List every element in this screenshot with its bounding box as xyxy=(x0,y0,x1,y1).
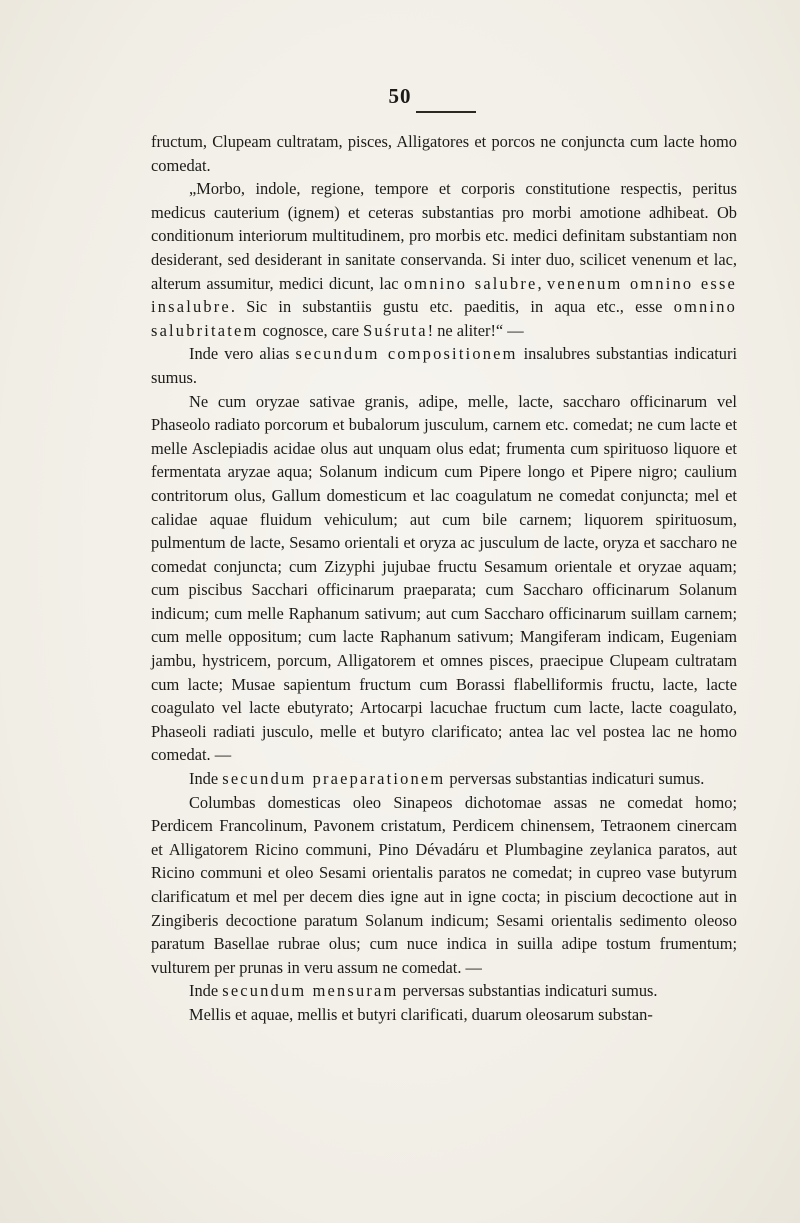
spaced-emphasis: secundum mensuram xyxy=(222,981,399,1001)
page-number: 50 xyxy=(388,84,412,108)
paragraph xyxy=(151,767,737,791)
text-run: insalubres substantias indicaturi sumus. xyxy=(151,344,737,387)
paragraph xyxy=(151,979,737,1003)
paragraph xyxy=(151,342,737,389)
text-run: Inde xyxy=(189,769,223,789)
paragraph xyxy=(151,177,737,342)
text-run: Columbas domesticas oleo Sinapeos dichotomae assas ne comedat homo; Perdicem Francolinum, Pavonem cristatum, Perdicem chinensem, Tetraonem cinercam et Alligatorem Ricino communi, Pino Dévadáru et Plumbagine zeylanica paratos, aut Ricino communi et oleo Sesami orientalis paratos ne comedat; in cupreo vase butyrum clarificatum et mel per decem dies igne aut in igne cocta; in piscium decoctione aut in Zingiberis decoctione paratum Solanum indicum; Sesami orientalis sedimento oleoso paratum Basellae rubrae olus; cum nuce indica in suilla adipe tostum frumentum; vulturem per prunas in veru assum ne comedat. — xyxy=(151,792,737,977)
paragraph xyxy=(151,390,737,768)
text-run: perversas substantias indicaturi sumus. xyxy=(445,769,705,789)
text-run: Inde vero alias xyxy=(189,344,296,364)
paragraph xyxy=(151,1003,737,1027)
body-text xyxy=(151,130,737,1027)
paragraph xyxy=(151,130,737,177)
spaced-emphasis: secundum compositionem xyxy=(295,344,518,364)
spaced-emphasis: omnino salubritatem xyxy=(151,297,737,340)
text-run: cognosce, care xyxy=(258,320,364,340)
spaced-emphasis: secundum praeparationem xyxy=(222,769,446,789)
text-run: , xyxy=(537,273,547,293)
text-run: fructum, Clupeam cultratam, pisces, Alligatores et porcos ne conjuncta cum lacte homo comedat. xyxy=(151,132,737,175)
text-run: Inde xyxy=(189,981,223,1001)
text-run: perversas substantias indicaturi sumus. xyxy=(398,981,658,1001)
text-run: „Morbo, indole, regione, tempore et corporis constitutione respectis, peritus medicus cauterium (ignem) et ceteras substantias pro morbi amotione adhibeat. Ob conditionum interiorum multitudinem, pro morbis etc. medici definitam substantiam non desiderant, sed desiderant in sanitate conservanda. Si inter duo, scilicet venenum et lac, alterum assumitur, medici dicunt, lac xyxy=(151,179,737,293)
header-rule xyxy=(416,111,476,113)
spaced-emphasis: Suśruta xyxy=(363,320,428,340)
paragraph xyxy=(151,791,737,980)
text-run: Mellis et aquae, mellis et butyri clarificati, duarum oleosarum substan- xyxy=(189,1004,653,1024)
text-run: Ne cum oryzae sativae granis, adipe, melle, lacte, saccharo officinarum vel Phaseolo radiato porcorum et bubalorum jusculum, carnem etc. comedat; ne cum lacte et melle Asclepiadis acidae olus aut unquam olus edat; frumenta cum spirituoso liquore et fermentata aryzae aqua; Solanum indicum cum Pipere longo et Pipere nigro; caulium contritorum olus, Gallum domesticum et lac coagulatum ne comedat conjuncta; mel et calidae aquae fluidum vehiculum; aut cum bile carnem; liquorem spirituosum, pulmentum de lacte, Sesamo orientali et oryza ac jusculum de lacte, oryza et saccharo ne comedat conjuncta; cum Zizyphi jujubae fructu Sesamum orientale et oryzae aquam; cum piscibus Sacchari officinarum praeparata; cum Saccharo officinarum Solanum indicum; cum melle Raphanum sativum; aut cum Saccharo officinarum suillam carnem; cum melle oppositum; cum lacte Raphanum sativum; Mangiferam indicam, Eugeniam jambu, hystricem, porcum, Alligatorem et omnes pisces, praecipue Clupeam cultratam cum lacte; Musae sapientum fructum cum Borassi flabelliformis fructu, lacte, lacte coagulato vel lacte ebutyrato; Artocarpi lacuchae fructum cum lacte, lacte coagulato, Phaseoli radiati jusculo, melle et butyro clarificato; antea lac vel postea lac ne homo comedat. — xyxy=(151,391,737,765)
spaced-emphasis: omnino salubre xyxy=(403,273,538,293)
spaced-emphasis: venenum omnino esse insalubre xyxy=(151,273,737,317)
text-run: ! ne aliter!“ — xyxy=(427,320,524,340)
text-run: . Sic in substantiis gustu etc. paeditis, in aqua etc., esse xyxy=(230,297,674,317)
